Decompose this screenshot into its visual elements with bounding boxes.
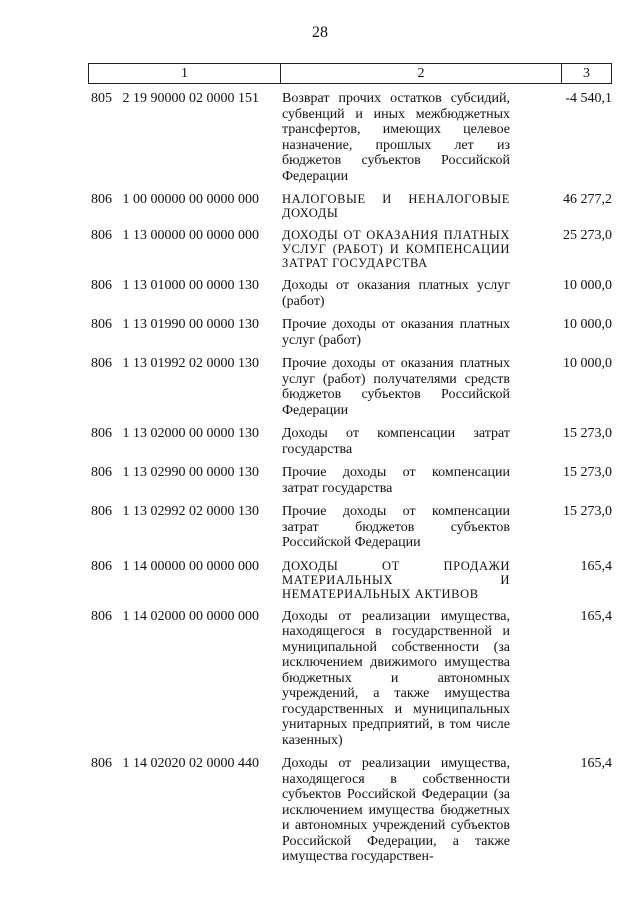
table-header [88,63,612,84]
table-row [88,356,614,418]
revenue-description: ДОХОДЫ ОТ ОКАЗАНИЯ ПЛАТНЫХ УСЛУГ (РАБОТ) И КОМПЕНСАЦИИ ЗАТРАТ ГОСУДАРСТВА [282,228,510,270]
budget-code: 805 2 19 90000 02 0000 151 [91,91,259,106]
page-number: 28 [312,24,328,41]
budget-code: 806 1 13 01000 00 0000 130 [91,278,259,293]
amount: 165,4 [580,756,612,771]
budget-code: 806 1 14 02000 00 0000 000 [91,608,259,624]
amount: 46 277,2 [563,192,612,207]
table-row [88,465,614,496]
table-row [88,192,614,220]
budget-code: 806 1 14 02020 02 0000 440 [91,756,259,771]
column-header-1: 1 [89,64,281,83]
revenue-description: Доходы от реализации имущества, находящегося в собственности субъектов Российской Федерации (за исключением имущества бюджетных и автономных учреждений субъектов Российской Федерации, а также имущества государствен- [282,756,510,864]
budget-code: 806 1 14 00000 00 0000 000 [91,558,259,574]
amount: 10 000,0 [563,356,612,371]
revenue-description: Прочие доходы от оказания платных услуг (работ) [282,317,510,348]
revenue-description: Прочие доходы от компенсации затрат государства [282,465,510,496]
budget-code: 806 1 00 00000 00 0000 000 [91,192,259,207]
amount: 15 273,0 [563,426,612,441]
amount: 165,4 [580,558,612,574]
budget-code: 806 1 13 00000 00 0000 000 [91,228,259,243]
amount: 10 000,0 [563,317,612,332]
amount: 165,4 [580,608,612,624]
table-row [88,426,614,457]
amount: 25 273,0 [563,228,612,243]
revenue-description: Возврат прочих остатков субсидий, субвенций и иных межбюджетных трансфертов, имеющих целевое назначение, прошлых лет из бюджетов субъектов Российской Федерации [282,91,510,184]
revenue-description: ДОХОДЫ ОТ ПРОДАЖИ МАТЕРИАЛЬНЫХ И НЕМАТЕРИАЛЬНЫХ АКТИВОВ [282,558,510,601]
budget-code: 806 1 13 01992 02 0000 130 [91,356,259,371]
revenue-description: НАЛОГОВЫЕ И НЕНАЛОГОВЫЕ ДОХОДЫ [282,192,510,220]
table-body [88,91,614,873]
column-header-3: 3 [583,65,590,81]
column-header-2: 2 [281,64,562,83]
revenue-description: Прочие доходы от оказания платных услуг (работ) получателями средств бюджетов субъектов Российской Федерации [282,356,510,418]
budget-code: 806 1 13 02992 02 0000 130 [91,504,259,519]
amount: 15 273,0 [563,504,612,519]
table-row [88,504,614,551]
amount: 15 273,0 [563,465,612,480]
table-row [88,228,614,270]
table-row [88,609,614,749]
budget-code: 806 1 13 02000 00 0000 130 [91,426,259,441]
amount: 10 000,0 [563,278,612,293]
amount: -4 540,1 [565,91,612,106]
table-row [88,91,614,184]
table-row [88,317,614,348]
budget-code: 806 1 13 02990 00 0000 130 [91,465,259,480]
revenue-description: Прочие доходы от компенсации затрат бюджетов субъектов Российской Федерации [282,504,510,550]
revenue-description: Доходы от реализации имущества, находящегося в государственной и муниципальной собственности (за исключением движимого имущества бюджетных и автономных учреждений, а также имущества государственных и муниципальных унитарных предприятий, в том числе казенных) [282,608,510,748]
budget-code: 806 1 13 01990 00 0000 130 [91,317,259,332]
revenue-description: Доходы от оказания платных услуг (работ) [282,278,510,309]
revenue-description: Доходы от компенсации затрат государства [282,426,510,457]
table-row [88,278,614,309]
table-row [88,559,614,601]
table-row [88,756,614,865]
